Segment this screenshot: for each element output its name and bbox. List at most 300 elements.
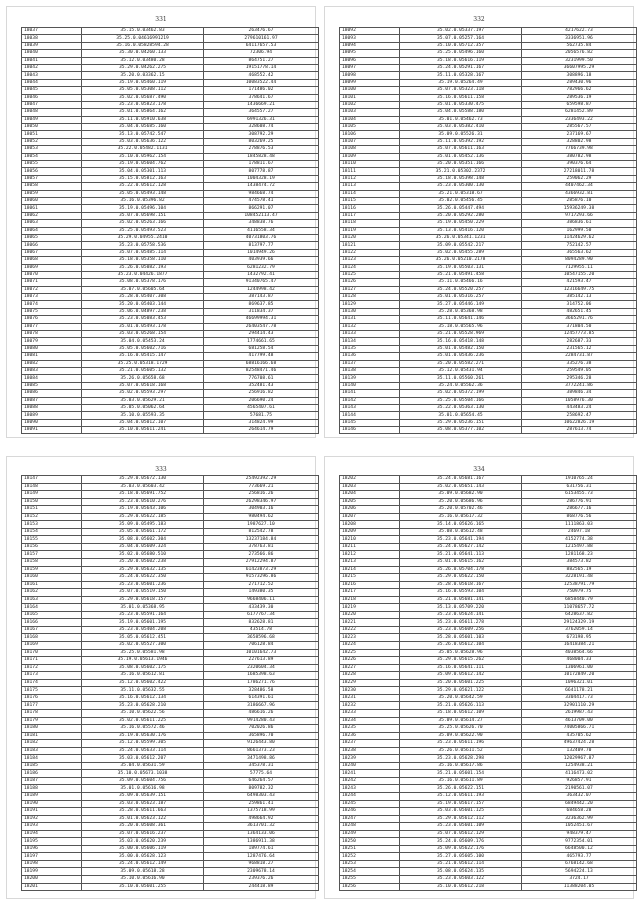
code-cell: 35.29.0.05618.157 [82,596,204,604]
amount-cell: 443483.24 [522,404,637,411]
amount-cell: 10622826.19 [522,419,637,426]
code-cell: 35.01.0.05368.95 [82,604,204,612]
row-id-cell: 18093 [340,35,400,42]
row-id-cell: 18211 [340,543,400,551]
code-cell: 35.29.0.05622.150 [400,574,522,582]
table-row [22,725,319,733]
code-cell: 35.08.0.05378.176 [82,279,204,286]
amount-cell: 9717293.66 [522,212,637,219]
row-id-cell: 18171 [22,657,82,665]
amount-cell: 684658.28 [522,808,637,816]
code-cell: 35.23.0.05609.256 [400,626,522,634]
row-id-cell: 18129 [340,301,400,308]
amount-cell: 1436669.21 [204,101,319,108]
amount-cell: 49637424.28 [522,740,637,748]
code-cell: 35.04.0.05301.113 [82,168,204,175]
table-row [340,419,637,426]
table-row [340,87,637,94]
code-cell: 35.10.0.05593.35 [82,412,204,419]
code-cell: 35.13.0.05709.220 [400,604,522,612]
code-cell: 35.01.0.05654.45 [400,412,522,419]
code-cell: 35.23.0.04426.1877 [82,271,204,278]
amount-cell: 6858440.79 [522,596,637,604]
amount-cell: 2619987.43 [522,709,637,717]
amount-cell: 10547155.20 [522,271,637,278]
code-cell: 35.02.0.05687.490 [82,94,204,101]
amount-cell: 980494.62 [204,513,319,521]
table-row [340,589,637,597]
row-id-cell: 18084 [22,375,82,382]
code-cell: 35.01.0.05452.136 [400,153,522,160]
row-id-cell: 18056 [22,168,82,175]
table-row [340,838,637,846]
table-row [22,109,319,116]
code-cell: 35.19.0.05496.104 [82,205,204,212]
code-cell: 35.11.0.05328.167 [400,72,522,79]
code-cell: 35.28.0.05368.98 [400,308,522,315]
table-row [340,777,637,785]
row-id-cell: 18158 [22,559,82,567]
amount-cell: 378641.67 [204,94,319,101]
row-id-cell: 18096 [340,57,400,64]
table-row [340,581,637,589]
code-cell: 35.05.0.05628.96 [400,649,522,657]
document-page-333 [6,456,316,899]
amount-cell: 659598.87 [522,101,637,108]
table-row [340,747,637,755]
code-cell: 35.02.0.05593.297 [82,390,204,397]
code-cell: 35.23.0.05611.196 [400,740,522,748]
row-id-cell: 18140 [340,382,400,389]
amount-cell: 348838.76 [204,220,319,227]
amount-cell: 752142.57 [522,242,637,249]
table-row [22,687,319,695]
amount-cell: 61423873.29 [204,566,319,574]
amount-cell: 189774.61 [204,845,319,853]
table-row [22,279,319,286]
code-cell: 35.23.0.05603.122 [400,875,522,883]
row-id-cell: 18132 [340,323,400,330]
amount-cell: 868776.56 [522,513,637,521]
amount-cell: 46699994.31 [204,316,319,323]
row-id-cell: 18059 [22,190,82,197]
code-cell: 35.21.0.05626.113 [400,702,522,710]
row-id-cell: 18100 [340,87,400,94]
code-cell: 35.20.0.05608.361 [82,823,204,831]
amount-cell: 12457773.85 [522,331,637,338]
row-id-cell: 18139 [340,375,400,382]
row-id-cell: 18157 [22,551,82,559]
table-row [22,717,319,725]
amount-cell: 12029967.87 [522,755,637,763]
amount-cell: 1004328.19 [204,175,319,182]
amount-cell: 278876.53 [204,146,319,153]
row-id-cell: 18255 [340,875,400,883]
row-id-cell: 18217 [340,589,400,597]
amount-cell: 286677.16 [522,506,637,514]
code-cell: 35.28.0.05601.103 [400,634,522,642]
table-row [340,702,637,710]
amount-cell: 776708.61 [204,375,319,382]
row-id-cell: 18184 [22,755,82,763]
code-cell: 35.19.0.05630.176 [82,732,204,740]
row-id-cell: 18160 [22,574,82,582]
row-id-cell: 18074 [22,301,82,308]
code-cell: 35.21.0.05491.458 [400,271,522,278]
code-cell: 35.05.0.05308.112 [82,87,204,94]
data-table [339,27,637,434]
table-row [22,521,319,529]
code-cell: 35.07.0.05257.164 [400,35,522,42]
amount-cell: 68816166.68 [204,360,319,367]
code-cell: 35.05.0.05612.451 [82,634,204,642]
amount-cell: 259861.41 [204,800,319,808]
data-table [21,475,319,891]
code-cell: 35.09.0.05604.756 [82,777,204,785]
amount-cell: 866291.07 [204,205,319,212]
code-cell: 35.23.0.05758.536 [82,242,204,249]
code-cell: 35.25.0.05581.98 [82,649,204,657]
code-cell: 35.02.0.05372.199 [400,390,522,397]
table-row [340,279,637,286]
row-id-cell: 18038 [22,35,82,42]
code-cell: 35.19.0.05604.762 [82,161,204,168]
code-cell: 35.29.0.05632.135 [82,566,204,574]
table-row [22,264,319,271]
code-cell: 35.24.0.05562.36 [400,382,522,389]
code-cell: 35.11.0.05632.55 [82,687,204,695]
row-id-cell: 18153 [22,521,82,529]
table-row [340,528,637,536]
table-row [22,483,319,491]
amount-cell: 3724.17 [522,875,637,883]
amount-cell: 3613701.32 [204,823,319,831]
row-id-cell: 18213 [340,559,400,567]
table-row [22,323,319,330]
code-cell: 35.21.0.05318.67 [400,190,522,197]
row-id-cell: 18167 [22,626,82,634]
code-cell: 35.11.0.05392.192 [400,138,522,145]
amount-cell: 108452113.47 [204,212,319,219]
row-id-cell: 18165 [22,611,82,619]
code-cell: 35.02.0.05611.225 [82,717,204,725]
amount-cell: 149380.35 [204,589,319,597]
table-row [340,513,637,521]
row-id-cell: 18193 [22,823,82,831]
table-row [340,35,637,42]
table-row [340,50,637,57]
code-cell: 35.19.0.05450.229 [400,220,522,227]
amount-cell: 6428637.82 [522,611,637,619]
amount-cell: 3236362.99 [522,815,637,823]
code-cell: 35.09.0.05614.27 [400,717,522,725]
row-id-cell: 18197 [22,853,82,861]
code-cell: 35.22.0.05482.1131 [82,146,204,153]
code-cell: 35.22.0.05363.130 [400,404,522,411]
amount-cell: 3658596.68 [204,634,319,642]
code-cell: 35.07.0.05618.168 [82,382,204,389]
table-row [22,153,319,160]
amount-cell: 1845828.48 [204,153,319,160]
table-row [22,672,319,680]
row-id-cell: 18189 [22,792,82,800]
table-row [22,168,319,175]
code-cell: 35.30.0.04260.133 [82,50,204,57]
amount-cell: 1432792.41 [204,271,319,278]
table-row [22,94,319,101]
table-row [340,412,637,419]
amount-cell: 486616.26 [204,709,319,717]
amount-cell: 314824.99 [204,419,319,426]
code-cell: 35.23.0.05591.164 [82,611,204,619]
row-id-cell: 18182 [22,740,82,748]
amount-cell: 287613.74 [522,427,637,434]
amount-cell: 1786271.76 [204,679,319,687]
code-cell: 35.01.0.05864.162 [82,109,204,116]
amount-cell: 1014949.26 [204,249,319,256]
code-cell: 35.09.0.05526.31 [400,131,522,138]
table-row [340,345,637,352]
amount-cell: 258692.47 [522,412,637,419]
table-row [340,367,637,374]
amount-cell: 259062.29 [522,175,637,182]
code-cell: 35.09.0.05639.151 [82,792,204,800]
code-cell: 35.21.0.05302.2372 [400,168,522,175]
row-id-cell: 18175 [22,687,82,695]
amount-cell: 6177767.34 [204,611,319,619]
code-cell: 35.28.0.05611.663 [82,808,204,816]
table-row [22,249,319,256]
code-cell: 35.01.0.05330.475 [400,101,522,108]
row-id-cell: 18147 [22,476,82,484]
row-id-cell: 18196 [22,845,82,853]
amount-cell: 2190561.07 [522,785,637,793]
table-row [340,375,637,382]
amount-cell: 10083522.44 [204,79,319,86]
row-id-cell: 18154 [22,528,82,536]
amount-cell: 132409.70 [522,747,637,755]
amount-cell: 380782.98 [522,153,637,160]
table-row [22,124,319,131]
row-id-cell: 18151 [22,506,82,514]
code-cell: 35.18.0.05616.119 [400,57,522,64]
table-row [22,559,319,567]
amount-cell: 308792.29 [204,131,319,138]
table-row [340,338,637,345]
code-cell: 35.07.0.05611.163 [400,146,522,153]
table-row [340,868,637,876]
code-cell: 35.23.0.05611.278 [400,619,522,627]
code-cell: 35.20.0.05686.96 [400,498,522,506]
table-row [340,197,637,204]
code-cell: 35.27.0.05446.149 [400,301,522,308]
code-cell: 35.00.0.05628.123 [82,853,204,861]
amount-cell: 26403547.78 [204,323,319,330]
amount-cell: 4565407.61 [204,404,319,411]
code-cell: 35.02.0.05527.300 [82,642,204,650]
amount-cell: 4152774.38 [522,536,637,544]
code-cell: 35.20.0.05403.144 [82,301,204,308]
row-id-cell: 18169 [22,642,82,650]
row-id-cell: 18044 [22,79,82,86]
table-row [22,35,319,42]
code-cell: 35.28.0.05407.308 [82,294,204,301]
amount-cell: 3336951.96 [522,35,637,42]
amount-cell: 1111863.03 [522,521,637,529]
code-cell: 35.23.0.05610.276 [82,498,204,506]
code-cell: 35.24.0.05291.167 [400,64,522,71]
code-cell: 35.26.0.05704.178 [400,566,522,574]
amount-cell: 6641178.21 [522,687,637,695]
table-row [340,491,637,499]
amount-cell: 171486.02 [204,87,319,94]
row-id-cell: 18085 [22,382,82,389]
row-id-cell: 18055 [22,161,82,168]
code-cell: 35.25.0.05496.160 [400,50,522,57]
table-row [340,823,637,831]
table-row [340,79,637,86]
amount-cell: 417799.48 [204,353,319,360]
code-cell: 35.04.0.05609.324 [82,543,204,551]
amount-cell: 294414.43 [204,331,319,338]
amount-cell: 308896.18 [522,72,637,79]
table-row [340,138,637,145]
row-id-cell: 18176 [22,694,82,702]
table-row [340,770,637,778]
code-cell: 35.05.0.05062.64 [82,404,204,411]
code-cell: 35.23.0.05823.178 [82,101,204,108]
row-id-cell: 18223 [340,634,400,642]
code-cell: 35.09.0.05612.142 [400,672,522,680]
table-row [340,521,637,529]
amount-cell: 227613.89 [204,657,319,665]
code-cell: 35.07.0.05605.64 [82,286,204,293]
row-id-cell: 18206 [340,506,400,514]
code-cell: 35.20.0.05642.59 [400,694,522,702]
amount-cell: 36607995.29 [522,64,637,71]
code-cell: 35.03.0.05268.154 [82,331,204,338]
amount-cell: 72306.94 [204,50,319,57]
amount-cell: 271712.52 [204,581,319,589]
table-row [340,800,637,808]
amount-cell: 273566.86 [204,551,319,559]
code-cell: 35.07.0.05519.150 [82,589,204,597]
table-row [22,227,319,234]
row-id-cell: 18105 [340,124,400,131]
amount-cell: 12316649.75 [522,286,637,293]
table-row [22,762,319,770]
table-row [340,604,637,612]
code-cell: 35.13.0.05416.120 [400,227,522,234]
row-id-cell: 18186 [22,770,82,778]
row-id-cell: 18254 [340,868,400,876]
amount-cell: 384573.82 [522,559,637,567]
amount-cell: 289536.19 [522,94,637,101]
amount-cell: 263476.67 [204,28,319,35]
table-row [340,234,637,241]
row-id-cell: 18222 [340,626,400,634]
row-id-cell: 18237 [340,740,400,748]
amount-cell: 968818.27 [204,860,319,868]
amount-cell: 562735.84 [522,42,637,49]
code-cell: 35.02.0.05651.143 [400,483,522,491]
page-number: 332 [473,16,485,23]
row-id-cell: 18242 [340,777,400,785]
row-id-cell: 18079 [22,338,82,345]
code-cell: 35.24.0.05633.114 [82,747,204,755]
amount-cell: 9914280.43 [204,717,319,725]
code-cell: 35.24.0.05627.142 [400,543,522,551]
row-id-cell: 18150 [22,498,82,506]
code-cell: 35.24.0.05612.149 [82,860,204,868]
table-row [22,146,319,153]
amount-cell: 2309678.14 [204,868,319,876]
amount-cell: 864751.27 [204,57,319,64]
row-id-cell: 18249 [340,830,400,838]
page-number: 334 [473,466,485,473]
table-row [22,732,319,740]
amount-cell: 13237184.84 [204,536,319,544]
row-id-cell: 18095 [340,50,400,57]
table-row [22,860,319,868]
code-cell: 35.06.0.04897.238 [82,308,204,315]
code-cell: 35.12.0.05602.422 [82,679,204,687]
row-id-cell: 18159 [22,566,82,574]
code-cell: 35.25.0.05493.523 [82,227,204,234]
amount-cell: 390376.64 [522,161,637,168]
code-cell: 35.25.0.05504.166 [400,397,522,404]
table-row [340,57,637,64]
table-row [22,101,319,108]
amount-cell: 1987627.10 [204,521,319,529]
table-row [340,308,637,315]
code-cell: 35.12.0.05611.193 [400,792,522,800]
code-cell: 35.28.0.05618.167 [400,581,522,589]
row-id-cell: 18137 [340,360,400,367]
table-row [22,589,319,597]
code-cell: 35.20.0.05702.46 [400,506,522,514]
row-id-cell: 18174 [22,679,82,687]
code-cell: 35.25.0.04616991219 [82,35,204,42]
table-row [22,642,319,650]
row-id-cell: 18235 [340,725,400,733]
row-id-cell: 18161 [22,581,82,589]
row-id-cell: 18202 [340,476,400,484]
code-cell: 35.01.0.05616.98 [82,785,204,793]
table-row [340,687,637,695]
amount-cell: 4613709.00 [522,717,637,725]
code-cell: 35.02.0.05680.510 [82,551,204,559]
amount-cell: 1375718.99 [204,808,319,816]
amount-cell: 364557.27 [204,109,319,116]
amount-cell: 3762059.14 [522,626,637,634]
row-id-cell: 18092 [340,28,400,35]
row-id-cell: 18248 [340,823,400,831]
code-cell: 35.26.0.05210.2178 [400,257,522,264]
amount-cell: 1254938.21 [522,762,637,770]
table-row [22,830,319,838]
row-id-cell: 18209 [340,528,400,536]
amount-cell: 206690.24 [204,397,319,404]
document-page-332 [324,6,634,438]
amount-cell: 926857.91 [522,777,637,785]
code-cell: 35.05.0.05493.148 [82,190,204,197]
code-cell: 35.16.0.05828594.28 [82,42,204,49]
table-row [340,551,637,559]
table-row [22,536,319,544]
row-id-cell: 18170 [22,649,82,657]
table-row [340,124,637,131]
